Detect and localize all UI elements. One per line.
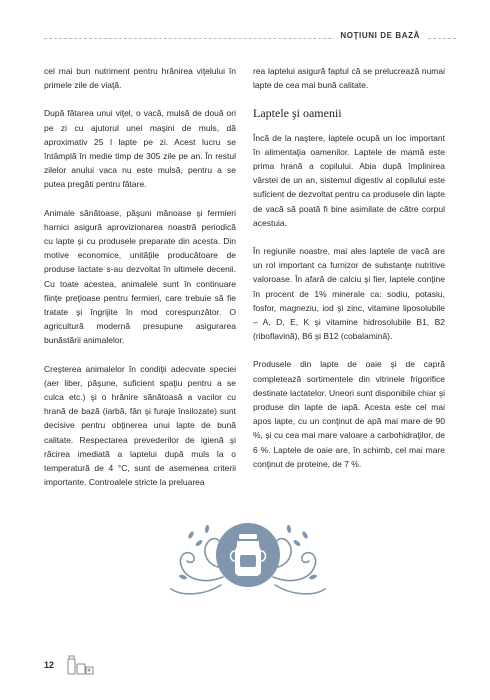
left-paragraph-3: Animale sănătoase, păşuni mănoase şi fermieri harnici asigură aprovizionarea noastră periodică cu lapte şi cu produsele preparate din acesta. Din motive economice, unităţile producătoare de produse lactate s-au dezvoltat în ultimele decenii. Cu toate acestea, animalele sunt în continuare fiinţe preţioase pentru fermieri, care trebuie să fie tratate şi îngrijite în mod corespunzător. O agricultură modernă presupune asigurarea bunăstării animalelor.	[44, 207, 236, 346]
section-title: NOŢIUNI DE BAZĂ	[334, 31, 426, 40]
left-paragraph-4: Creşterea animalelor în condiţii adecvate speciei (aer liber, păşune, suficient spaţiu pentru a se culca etc.) şi o hrănire sănătoasă a vacilor cu hrană de bază (iarbă, fân şi furaje însilozate) sunt decisive pentru obţinerea unui lapte de bună calitate. Respectarea prevederilor de igienă şi răcirea imediată a laptelui după muls la o temperatură de 4 °C, sunt de asemenea criterii importante. Controalele stricte la preluarea	[44, 363, 236, 488]
right-paragraph-3: Produsele din lapte de oaie şi de capră completează sortimentele din vitrinele frigorifice destinate lactatelor. Uneori sunt disponibile chiar şi produse din lapte de iapă. Acesta este cel mai apos lapte, cu un conţinut de apă mai mare de 90 %, şi cu cea mai mare valoare a carbohidraţilor, de 6 %. Laptele de oaie are, în schimb, cel mai mare conţinut de proteine, de 7 %.	[253, 359, 445, 469]
right-intro-paragraph: rea laptelui asigură faptul că se prelucrează numai lapte de cea mai bună calitate.	[253, 66, 445, 91]
right-paragraph-2: În regiunile noastre, mai ales laptele de vacă are un rol important ca furnizor de substanţe nutritive valoroase. În afară de calciu şi fier, laptele conţine în procent de 1% minerale ca: sodiu, potasiu, fosfor, magneziu, iod şi zinc, vitamine liposolubile – A, D, E, K şi vitamine hidrosolubile B1, B2 (riboflavină), B6 şi B12 (cobalamină).	[253, 246, 445, 342]
milk-can-ornament-icon	[163, 505, 333, 600]
section-heading: Laptele şi oamenii	[253, 106, 342, 121]
left-paragraph-2: După fătarea unui viţel, o vacă, mulsă de două ori pe zi cu ajutorul unei maşini de muls, dă aproximativ 25 l lapte pe zi. Acest lucru se întâmplă în medie timp de 305 zile pe an. În restul zilelor anului vaca nu este mulsă, pentru a se putea pregăti pentru fătare.	[44, 108, 236, 190]
right-column	[253, 64, 445, 485]
dairy-products-icon	[66, 654, 96, 676]
right-paragraph-1: Încă de la naştere, laptele ocupă un loc important în alimentaţia oamenilor. Laptele de mamă este prima hrană a copilului. Abia după împlinirea vârstei de un an, sistemul digestiv al copilului este suficient de dezvoltat pentru ca produsele din lapte de vacă să poată fi bine asimilate de către corpul acestuia.	[253, 132, 445, 228]
left-paragraph-1: cel mai bun nutriment pentru hrănirea viţelului în primele zile de viaţă.	[44, 66, 236, 91]
page-number: 12	[44, 660, 55, 670]
left-column	[44, 64, 236, 503]
page-header	[44, 31, 456, 45]
